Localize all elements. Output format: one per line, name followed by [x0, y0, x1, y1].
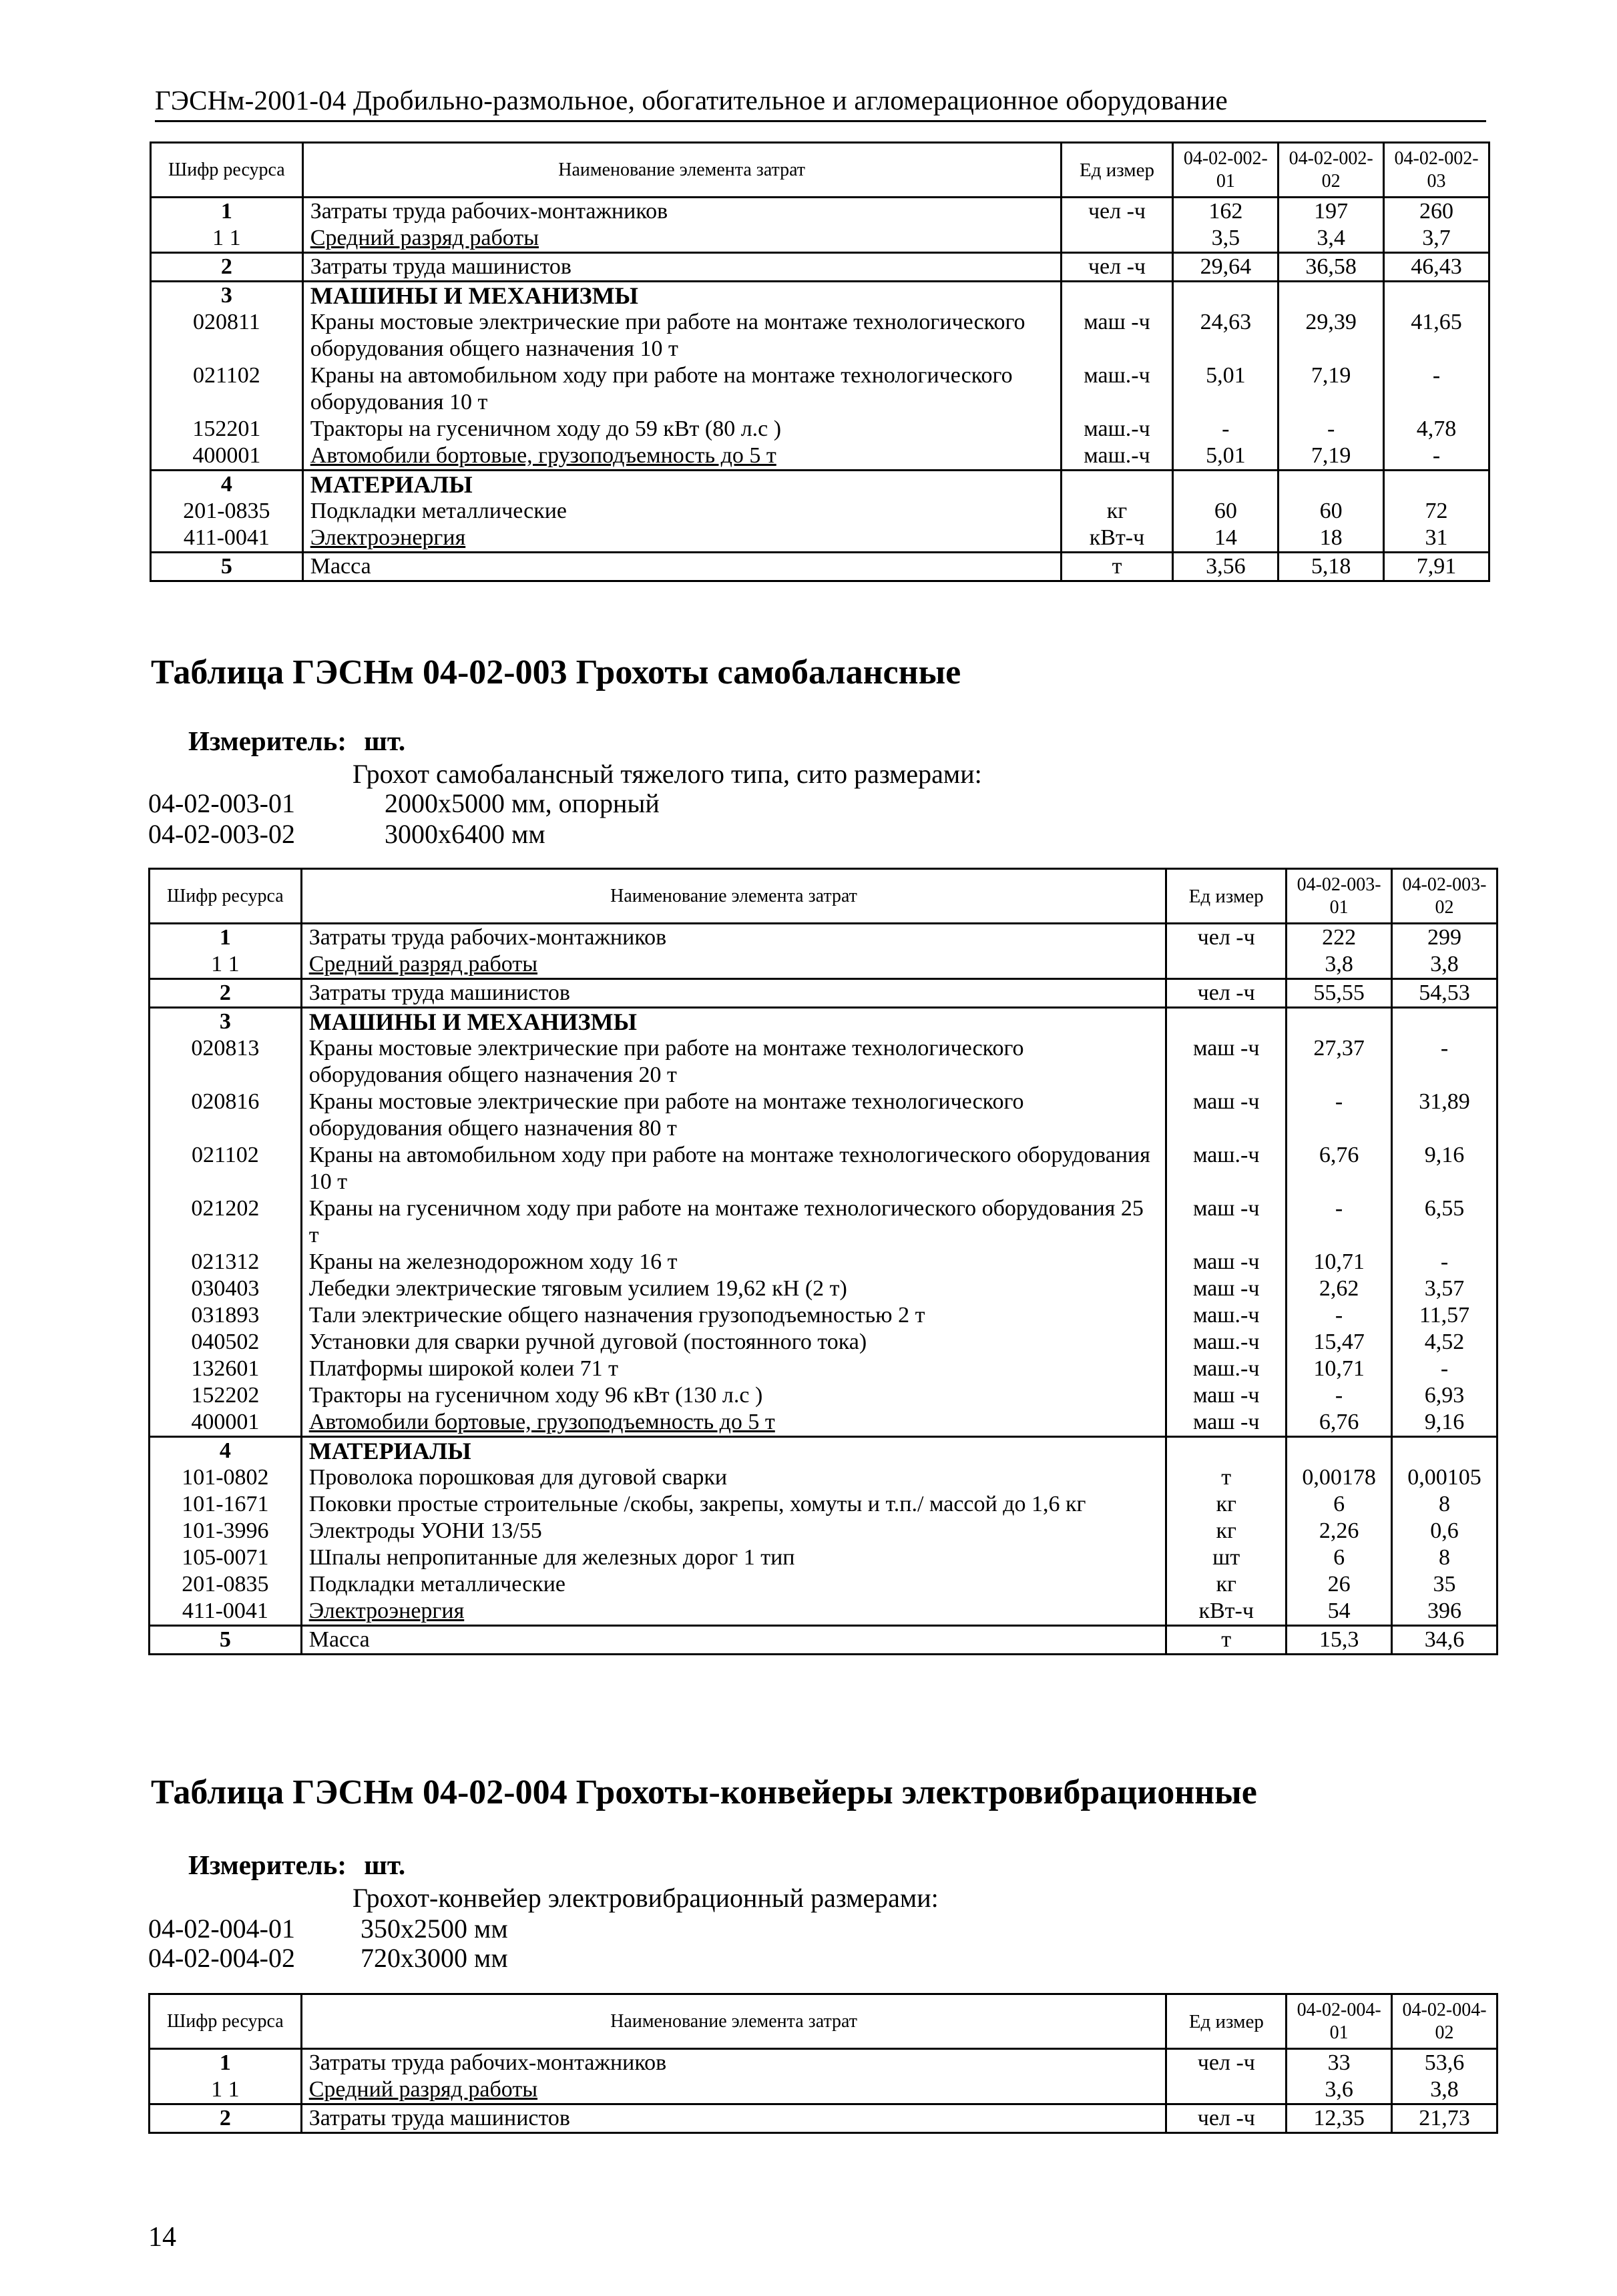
table-row: [150, 2104, 1497, 2133]
cost-element-name: Тракторы на гусеничном ходу до 59 кВт (80 л.с ): [302, 416, 1061, 443]
variant-value: 55,55: [1287, 979, 1392, 1008]
col-header-code: Шифр ресурса: [150, 1994, 302, 2049]
col-header-unit: Ед измер: [1061, 143, 1173, 198]
variant-value: -: [1173, 416, 1279, 443]
variant-intro: Грохот-конвейер электровибрационный размерами:: [353, 1883, 939, 1913]
unit-of-measure: маш -ч: [1166, 1249, 1287, 1275]
resource-code: 2: [150, 979, 302, 1008]
unit-of-measure: кг: [1166, 1518, 1287, 1544]
variant-value: -: [1287, 1302, 1392, 1329]
col-header-name: Наименование элемента затрат: [301, 869, 1166, 924]
section-title: Таблица ГЭСНм 04-02-004 Грохоты-конвейеры электровибрационные: [151, 1773, 1257, 1811]
unit-of-measure: маш.-ч: [1166, 1356, 1287, 1382]
unit-of-measure: чел -ч: [1166, 2104, 1287, 2133]
table-row: [151, 282, 1489, 310]
cost-element-name: Электроды УОНИ 13/55: [301, 1518, 1166, 1544]
variant-value: 6,55: [1392, 1195, 1497, 1249]
unit-of-measure: [1166, 951, 1287, 979]
variant-value: -: [1392, 1249, 1497, 1275]
resource-code: 201-0835: [151, 498, 303, 525]
variant-value: 5,01: [1173, 362, 1279, 416]
variant-value: -: [1287, 1195, 1392, 1249]
variant-value: 11,57: [1392, 1302, 1497, 1329]
resource-code: 5: [150, 1626, 302, 1655]
unit-of-measure: т: [1061, 553, 1173, 581]
resource-code: 031893: [150, 1302, 302, 1329]
table-row: [151, 416, 1489, 443]
page-number: 14: [148, 2222, 176, 2253]
table-row: [151, 225, 1489, 253]
variant-code: 04-02-004-02: [148, 1943, 295, 1973]
variant-value: 36,58: [1279, 253, 1384, 282]
variant-value: 260: [1384, 198, 1489, 226]
cost-element-name: МАШИНЫ И МЕХАНИЗМЫ: [302, 282, 1061, 310]
variant-value: 0,00178: [1287, 1464, 1392, 1491]
col-header-code: Шифр ресурса: [150, 869, 302, 924]
variant-value: 12,35: [1287, 2104, 1392, 2133]
cost-element-name: Проволока порошковая для дуговой сварки: [301, 1464, 1166, 1491]
variant-value: 54: [1287, 1598, 1392, 1626]
section-title: Таблица ГЭСНм 04-02-003 Грохоты самобалансные: [151, 653, 961, 691]
cost-element-name: Затраты труда машинистов: [302, 253, 1061, 282]
variant-value: -: [1384, 362, 1489, 416]
variant-value: 3,56: [1173, 553, 1279, 581]
unit-of-measure: чел -ч: [1061, 253, 1173, 282]
variant-value: [1384, 282, 1489, 310]
variant-value: 60: [1279, 498, 1384, 525]
table-row: [150, 1142, 1497, 1195]
resource-code: 2: [151, 253, 303, 282]
table-row: [150, 924, 1497, 952]
cost-element-name: Лебедки электрические тяговым усилием 19,62 кН (2 т): [301, 1275, 1166, 1302]
variant-value: 14: [1173, 525, 1279, 553]
variant-value: 6: [1287, 1544, 1392, 1571]
unit-of-measure: маш.-ч: [1166, 1329, 1287, 1356]
variant-value: 15,3: [1287, 1626, 1392, 1655]
cost-element-name: Затраты труда рабочих-монтажников: [301, 2049, 1166, 2077]
variant-value: [1287, 1008, 1392, 1036]
variant-value: 35: [1392, 1571, 1497, 1598]
table-row: [150, 1275, 1497, 1302]
unit-of-measure: чел -ч: [1166, 924, 1287, 952]
table-row: [150, 1302, 1497, 1329]
table-row: [151, 498, 1489, 525]
variant-value: 27,37: [1287, 1035, 1392, 1089]
cost-element-name: Электроэнергия: [301, 1598, 1166, 1626]
cost-element-name: Краны мостовые электрические при работе на монтаже технологического оборудования общего назначения 80 т: [301, 1089, 1166, 1142]
variant-desc: 2000x5000 мм, опорный: [385, 788, 660, 818]
variant-value: 9,16: [1392, 1142, 1497, 1195]
variant-value: -: [1392, 1356, 1497, 1382]
variant-value: [1279, 471, 1384, 499]
cost-element-name: Подкладки металлические: [301, 1571, 1166, 1598]
variant-value: [1384, 471, 1489, 499]
variant-value: 10,71: [1287, 1249, 1392, 1275]
variant-code: 04-02-003-01: [148, 788, 295, 818]
unit-of-measure: маш.-ч: [1061, 362, 1173, 416]
table-row: [150, 1008, 1497, 1036]
unit-of-measure: кВт-ч: [1166, 1598, 1287, 1626]
table-row: [151, 443, 1489, 471]
resource-code: 152201: [151, 416, 303, 443]
unit-of-measure: маш.-ч: [1061, 416, 1173, 443]
table-row: [150, 1598, 1497, 1626]
meter-value: шт.: [364, 726, 406, 756]
variant-value: 3,8: [1392, 2076, 1497, 2104]
resource-table-04-02-003: [148, 868, 1498, 1655]
cost-element-name: Электроэнергия: [302, 525, 1061, 553]
unit-of-measure: т: [1166, 1464, 1287, 1491]
resource-code: 4: [150, 1437, 302, 1465]
resource-code: 2: [150, 2104, 302, 2133]
cost-element-name: Тали электрические общего назначения грузоподъемностью 2 т: [301, 1302, 1166, 1329]
table-row: [151, 362, 1489, 416]
resource-code: 020816: [150, 1089, 302, 1142]
variant-value: -: [1384, 443, 1489, 471]
cost-element-name: Средний разряд работы: [301, 2076, 1166, 2104]
resource-code: 132601: [150, 1356, 302, 1382]
variant-value: [1173, 282, 1279, 310]
col-header-code: Шифр ресурса: [151, 143, 303, 198]
table-row: [150, 1544, 1497, 1571]
variant-value: 6,76: [1287, 1409, 1392, 1437]
meter-label: [188, 725, 405, 757]
resource-code: 020811: [151, 309, 303, 362]
col-header-variant: 04-02-004-01: [1287, 1994, 1392, 2049]
variant-value: 162: [1173, 198, 1279, 226]
col-header-unit: Ед измер: [1166, 869, 1287, 924]
unit-of-measure: [1166, 1437, 1287, 1465]
variant-value: 2,26: [1287, 1518, 1392, 1544]
variant-value: 31: [1384, 525, 1489, 553]
cost-element-name: Краны на гусеничном ходу при работе на монтаже технологического оборудования 25 т: [301, 1195, 1166, 1249]
variant-code: 04-02-004-01: [148, 1914, 295, 1944]
unit-of-measure: маш -ч: [1166, 1035, 1287, 1089]
cost-element-name: Затраты труда рабочих-монтажников: [301, 924, 1166, 952]
variant-value: 29,39: [1279, 309, 1384, 362]
meter-label-text: Измеритель:: [188, 726, 347, 756]
variant-value: 15,47: [1287, 1329, 1392, 1356]
cost-element-name: Краны на автомобильном ходу при работе на монтаже технологического оборудования 10 т: [301, 1142, 1166, 1195]
unit-of-measure: [1166, 1008, 1287, 1036]
variant-value: [1279, 282, 1384, 310]
variant-value: -: [1392, 1035, 1497, 1089]
variant-value: 4,52: [1392, 1329, 1497, 1356]
variant-value: 396: [1392, 1598, 1497, 1626]
col-header-name: Наименование элемента затрат: [302, 143, 1061, 198]
table-row: [150, 1571, 1497, 1598]
variant-value: 7,19: [1279, 443, 1384, 471]
variant-value: 3,6: [1287, 2076, 1392, 2104]
variant-value: -: [1279, 416, 1384, 443]
unit-of-measure: маш -ч: [1166, 1275, 1287, 1302]
table-row: [150, 1626, 1497, 1655]
unit-of-measure: кг: [1166, 1491, 1287, 1518]
cost-element-name: Средний разряд работы: [301, 951, 1166, 979]
variant-desc: 350x2500 мм: [361, 1914, 508, 1944]
table-row: [150, 1249, 1497, 1275]
variant-value: 3,8: [1287, 951, 1392, 979]
unit-of-measure: [1061, 282, 1173, 310]
variant-desc: 720x3000 мм: [361, 1943, 508, 1973]
resource-code: 1 1: [151, 225, 303, 253]
unit-of-measure: маш.-ч: [1166, 1302, 1287, 1329]
cost-element-name: Средний разряд работы: [302, 225, 1061, 253]
table-row: [151, 198, 1489, 226]
meter-value: шт.: [364, 1849, 406, 1880]
resource-code: 1: [150, 2049, 302, 2077]
unit-of-measure: кг: [1166, 1571, 1287, 1598]
unit-of-measure: кг: [1061, 498, 1173, 525]
cost-element-name: Масса: [301, 1626, 1166, 1655]
variant-value: -: [1287, 1382, 1392, 1409]
resource-table-04-02-004: [148, 1993, 1498, 2134]
resource-code: 411-0041: [151, 525, 303, 553]
variant-value: 26: [1287, 1571, 1392, 1598]
table-row: [150, 979, 1497, 1008]
cost-element-name: Краны мостовые электрические при работе на монтаже технологического оборудования общего назначения 10 т: [302, 309, 1061, 362]
unit-of-measure: [1061, 471, 1173, 499]
col-header-variant: 04-02-004-02: [1392, 1994, 1497, 2049]
col-header-variant: 04-02-002-01: [1173, 143, 1279, 198]
variant-value: 9,16: [1392, 1409, 1497, 1437]
variant-value: 3,7: [1384, 225, 1489, 253]
resource-code: 020813: [150, 1035, 302, 1089]
resource-code: 021102: [150, 1142, 302, 1195]
unit-of-measure: чел -ч: [1166, 2049, 1287, 2077]
cost-element-name: Подкладки металлические: [302, 498, 1061, 525]
resource-table-04-02-002: [150, 141, 1490, 582]
variant-desc: 3000x6400 мм: [385, 819, 545, 849]
variant-value: 53,6: [1392, 2049, 1497, 2077]
cost-element-name: Платформы широкой колеи 71 т: [301, 1356, 1166, 1382]
variant-value: 3,8: [1392, 951, 1497, 979]
table-row: [150, 1035, 1497, 1089]
unit-of-measure: чел -ч: [1166, 979, 1287, 1008]
unit-of-measure: [1061, 225, 1173, 253]
variant-value: 222: [1287, 924, 1392, 952]
variant-value: [1287, 1437, 1392, 1465]
meter-label-text: Измеритель:: [188, 1849, 347, 1880]
col-header-variant: 04-02-003-02: [1392, 869, 1497, 924]
variant-value: 46,43: [1384, 253, 1489, 282]
table-row: [150, 2076, 1497, 2104]
variant-value: [1173, 471, 1279, 499]
col-header-name: Наименование элемента затрат: [301, 1994, 1166, 2049]
cost-element-name: Краны мостовые электрические при работе на монтаже технологического оборудования общего назначения 20 т: [301, 1035, 1166, 1089]
table-row: [151, 553, 1489, 581]
unit-of-measure: кВт-ч: [1061, 525, 1173, 553]
meter-label: [188, 1849, 405, 1881]
resource-code: 101-1671: [150, 1491, 302, 1518]
cost-element-name: Краны на автомобильном ходу при работе на монтаже технологического оборудования 10 т: [302, 362, 1061, 416]
variant-value: 18: [1279, 525, 1384, 553]
unit-of-measure: маш -ч: [1061, 309, 1173, 362]
variant-code: 04-02-003-02: [148, 819, 295, 849]
variant-value: 5,01: [1173, 443, 1279, 471]
variant-value: 29,64: [1173, 253, 1279, 282]
table-row: [150, 1329, 1497, 1356]
variant-value: 21,73: [1392, 2104, 1497, 2133]
variant-value: 6: [1287, 1491, 1392, 1518]
resource-code: 400001: [151, 443, 303, 471]
table-row: [150, 1464, 1497, 1491]
cost-element-name: МАТЕРИАЛЫ: [302, 471, 1061, 499]
resource-code: 030403: [150, 1275, 302, 1302]
variant-value: 3,57: [1392, 1275, 1497, 1302]
resource-code: 101-0802: [150, 1464, 302, 1491]
unit-of-measure: маш -ч: [1166, 1195, 1287, 1249]
table-row: [150, 1195, 1497, 1249]
resource-code: 021102: [151, 362, 303, 416]
resource-code: 021312: [150, 1249, 302, 1275]
table-row: [151, 525, 1489, 553]
cost-element-name: Затраты труда машинистов: [301, 979, 1166, 1008]
cost-element-name: Автомобили бортовые, грузоподъемность до 5 т: [302, 443, 1061, 471]
page-header: ГЭСНм-2001-04 Дробильно-размольное, обогатительное и агломерационное оборудование: [155, 84, 1486, 122]
unit-of-measure: маш.-ч: [1061, 443, 1173, 471]
resource-code: 3: [151, 282, 303, 310]
resource-code: 1 1: [150, 2076, 302, 2104]
table-row: [151, 309, 1489, 362]
resource-code: 101-3996: [150, 1518, 302, 1544]
variant-value: 24,63: [1173, 309, 1279, 362]
variant-value: 3,4: [1279, 225, 1384, 253]
col-header-variant: 04-02-002-03: [1384, 143, 1489, 198]
resource-code: 040502: [150, 1329, 302, 1356]
resource-code: 400001: [150, 1409, 302, 1437]
variant-value: 6,76: [1287, 1142, 1392, 1195]
variant-intro: Грохот самобалансный тяжелого типа, сито размерами:: [353, 759, 982, 789]
variant-value: 0,6: [1392, 1518, 1497, 1544]
variant-value: 5,18: [1279, 553, 1384, 581]
table-row: [151, 471, 1489, 499]
variant-value: 31,89: [1392, 1089, 1497, 1142]
variant-value: 299: [1392, 924, 1497, 952]
variant-value: 33: [1287, 2049, 1392, 2077]
table-row: [150, 1089, 1497, 1142]
cost-element-name: Поковки простые строительные /скобы, закрепы, хомуты и т.п./ массой до 1,6 кг: [301, 1491, 1166, 1518]
cost-element-name: Шпалы непропитанные для железных дорог 1 тип: [301, 1544, 1166, 1571]
resource-code: 5: [151, 553, 303, 581]
col-header-variant: 04-02-002-02: [1279, 143, 1384, 198]
unit-of-measure: маш -ч: [1166, 1382, 1287, 1409]
resource-code: 201-0835: [150, 1571, 302, 1598]
resource-code: 1: [150, 924, 302, 952]
resource-code: 152202: [150, 1382, 302, 1409]
unit-of-measure: маш -ч: [1166, 1089, 1287, 1142]
resource-code: 105-0071: [150, 1544, 302, 1571]
variant-value: [1392, 1008, 1497, 1036]
resource-code: 1 1: [150, 951, 302, 979]
table-row: [150, 1356, 1497, 1382]
table-row: [150, 1437, 1497, 1465]
variant-value: 6,93: [1392, 1382, 1497, 1409]
unit-of-measure: маш -ч: [1166, 1409, 1287, 1437]
variant-value: 7,91: [1384, 553, 1489, 581]
cost-element-name: Масса: [302, 553, 1061, 581]
unit-of-measure: чел -ч: [1061, 198, 1173, 226]
cost-element-name: Установки для сварки ручной дуговой (постоянного тока): [301, 1329, 1166, 1356]
variant-value: 10,71: [1287, 1356, 1392, 1382]
col-header-variant: 04-02-003-01: [1287, 869, 1392, 924]
resource-code: 3: [150, 1008, 302, 1036]
table-row: [151, 253, 1489, 282]
table-row: [150, 1491, 1497, 1518]
variant-value: 41,65: [1384, 309, 1489, 362]
variant-value: 72: [1384, 498, 1489, 525]
unit-of-measure: маш.-ч: [1166, 1142, 1287, 1195]
variant-value: 8: [1392, 1491, 1497, 1518]
cost-element-name: МАТЕРИАЛЫ: [301, 1437, 1166, 1465]
variant-value: 197: [1279, 198, 1384, 226]
table-row: [150, 1518, 1497, 1544]
variant-value: 60: [1173, 498, 1279, 525]
variant-value: 2,62: [1287, 1275, 1392, 1302]
cost-element-name: Автомобили бортовые, грузоподъемность до 5 т: [301, 1409, 1166, 1437]
col-header-unit: Ед измер: [1166, 1994, 1287, 2049]
variant-value: 7,19: [1279, 362, 1384, 416]
table-row: [150, 2049, 1497, 2077]
variant-value: 4,78: [1384, 416, 1489, 443]
variant-value: 54,53: [1392, 979, 1497, 1008]
cost-element-name: Краны на железнодорожном ходу 16 т: [301, 1249, 1166, 1275]
cost-element-name: МАШИНЫ И МЕХАНИЗМЫ: [301, 1008, 1166, 1036]
resource-code: 1: [151, 198, 303, 226]
variant-value: 8: [1392, 1544, 1497, 1571]
unit-of-measure: шт: [1166, 1544, 1287, 1571]
variant-value: -: [1287, 1089, 1392, 1142]
resource-code: 021202: [150, 1195, 302, 1249]
variant-value: 34,6: [1392, 1626, 1497, 1655]
unit-of-measure: [1166, 2076, 1287, 2104]
cost-element-name: Тракторы на гусеничном ходу 96 кВт (130 л.с ): [301, 1382, 1166, 1409]
unit-of-measure: т: [1166, 1626, 1287, 1655]
table-row: [150, 951, 1497, 979]
cost-element-name: Затраты труда рабочих-монтажников: [302, 198, 1061, 226]
table-row: [150, 1409, 1497, 1437]
resource-code: 4: [151, 471, 303, 499]
cost-element-name: Затраты труда машинистов: [301, 2104, 1166, 2133]
resource-code: 411-0041: [150, 1598, 302, 1626]
table-row: [150, 1382, 1497, 1409]
variant-value: 3,5: [1173, 225, 1279, 253]
variant-value: 0,00105: [1392, 1464, 1497, 1491]
variant-value: [1392, 1437, 1497, 1465]
